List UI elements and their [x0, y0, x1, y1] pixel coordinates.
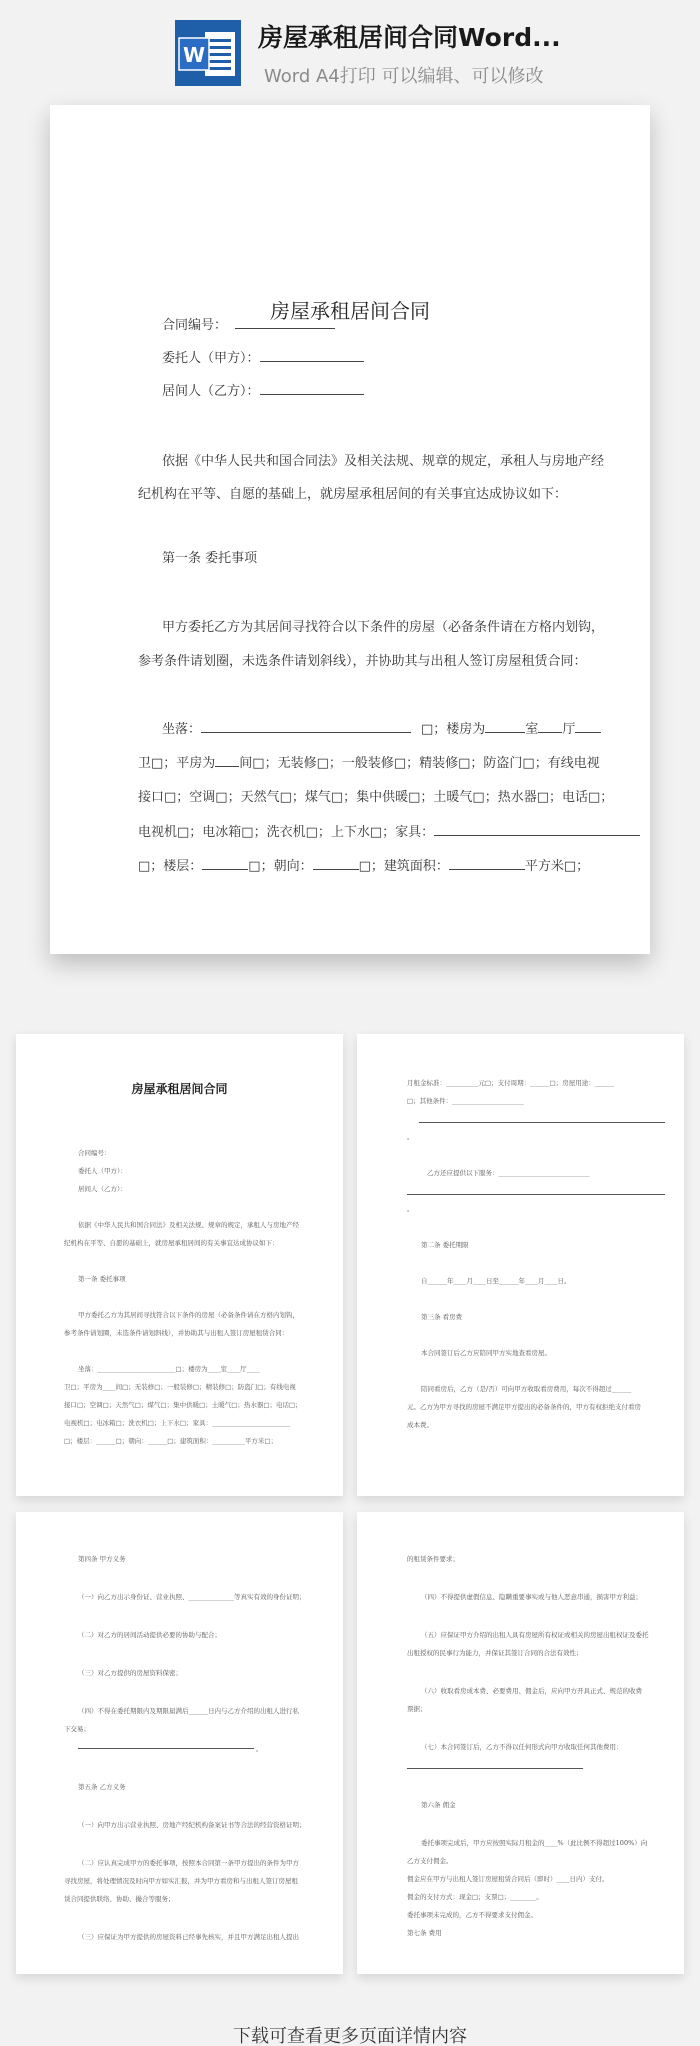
- thumb3-line: 下交易；: [64, 1725, 90, 1733]
- thumb4-line: 第六条 佣金: [421, 1801, 456, 1809]
- contract-title: 房屋承租居间合同: [270, 299, 430, 323]
- thumb4-line: 票据；: [407, 1705, 427, 1713]
- thumb2-line: □；其他条件：______________________: [407, 1097, 524, 1105]
- thumb2-line: 月租金标准：__________元□；支付周期：______□；房屋用途：______: [407, 1079, 615, 1087]
- thumb2-line: 第三条 看房费: [421, 1313, 463, 1321]
- thumb4-line: （六）收取看房成本费、必要费用、佣金后，应向甲方开具正式、规范的收费: [421, 1687, 642, 1695]
- thumb2-rule: [419, 1122, 665, 1123]
- thumb1-line: 卫□；平房为____间□；无装修□；一般装修□；精装修□；防盗门□；有线电视: [64, 1383, 296, 1391]
- svg-text:W: W: [182, 43, 206, 67]
- article1-heading: 第一条 委托事项: [162, 551, 258, 566]
- thumb1-line: 合同编号：: [78, 1149, 111, 1157]
- thumb1-line: 坐落：________________________□；楼房为____室____厅____: [78, 1365, 260, 1373]
- thumb1-line: 参考条件请划圈，未选条件请划斜线），并协助其与出租人签订房屋租赁合同：: [64, 1329, 289, 1337]
- thumb4-line: 出租授权的民事行为能力，并保证其签订合同的合法有效性；: [407, 1649, 583, 1657]
- thumbnail-page-3: [16, 1512, 343, 1974]
- thumb2-line: 元。乙方为甲方寻找的房屋不满足甲方提出的必备条件的，甲方有权拒绝支付看房: [407, 1403, 641, 1411]
- condition-line4: 电视机□；电冰箱□；洗衣机□；上下水□；家具：: [138, 821, 640, 840]
- para2-line2: 参考条件请划圈，未选条件请划斜线），并协助其与出租人签订房屋租赁合同：: [138, 654, 587, 669]
- thumb4-line: （七）本合同签订后，乙方不得以任何形式向甲方收取任何其他费用：: [421, 1743, 623, 1751]
- document-title: 房屋承租居间合同Word...: [258, 23, 561, 52]
- thumb2-line: 成本费。: [407, 1421, 433, 1429]
- thumb2-line: 陪同看房后，乙方（是/否）可向甲方收取看房费用，每次不得超过______: [421, 1385, 632, 1393]
- thumb4-line: （四）不得提供虚假信息、隐瞒重要事实或与他人恶意串通，损害甲方利益；: [421, 1593, 642, 1601]
- thumb2-line: 第二条 委托期限: [421, 1241, 469, 1249]
- thumb1-title: 房屋承租居间合同: [131, 1082, 228, 1096]
- thumb2-rule: [407, 1194, 665, 1195]
- thumb3-line: 第五条 乙方义务: [78, 1783, 126, 1791]
- thumb3-line: （一）向乙方出示身份证、营业执照、______________等真实有效的身份证明；: [78, 1593, 306, 1601]
- thumbnail-page-4: [357, 1512, 684, 1974]
- thumb2-line: 。: [407, 1133, 414, 1141]
- agent-line: 居间人（乙方）：: [162, 380, 364, 399]
- header: [0, 0, 700, 96]
- thumbnail-page-2: [357, 1034, 684, 1496]
- download-more-link[interactable]: 下载可查看更多页面详情内容: [233, 2026, 467, 2046]
- thumb3-line: 寻找房屋，将处理情况及时向甲方如实汇报，并为甲方看房和与出租人签订房屋租: [64, 1877, 298, 1885]
- thumb4-line: 乙方支付佣金。: [407, 1857, 453, 1865]
- thumb1-line: 电视机□；电冰箱□；洗衣机□；上下水□；家具：________________________: [64, 1419, 291, 1427]
- thumb4-line: 委托事项未完成的，乙方不得要求支付佣金。: [407, 1911, 537, 1919]
- thumbnail-page-1: [16, 1034, 343, 1496]
- thumb3-line: 赁合同提供联络、协助、撮合等服务；: [64, 1895, 175, 1903]
- thumb1-line: 第一条 委托事项: [78, 1275, 126, 1283]
- thumb4-line: 的租赁条件要求；: [407, 1555, 459, 1563]
- thumb1-line: □；楼层：______□；朝向：______□；建筑面积：__________平方米□；: [64, 1437, 278, 1445]
- thumb4-line: 第七条 费用: [407, 1929, 442, 1937]
- thumb1-line: 甲方委托乙方为其居间寻找符合以下条件的房屋（必备条件请在方格内划钩，: [78, 1311, 299, 1319]
- thumb1-line: 依据《中华人民共和国合同法》及相关法规、规章的规定，承租人与房地产经: [78, 1221, 299, 1229]
- main-page-preview: [50, 105, 650, 954]
- thumb4-rule: [407, 1768, 583, 1769]
- thumb1-line: 纪机构在平等、自愿的基础上，就房屋承租居间的有关事宜达成协议如下：: [64, 1239, 279, 1247]
- condition-line1: 坐落： □；楼房为 室 厅: [162, 718, 601, 737]
- thumb1-line: 居间人（乙方）：: [78, 1185, 127, 1193]
- condition-line2: 卫□；平房为 间□；无装修□；一般装修□；精装修□；防盗门□；有线电视: [138, 756, 600, 771]
- thumb2-line: 乙方还应提供以下服务：____________________________: [427, 1169, 590, 1177]
- thumb2-line: 本合同签订后乙方应陪同甲方实地查看房屋。: [421, 1349, 551, 1357]
- thumb3-line: （二）对乙方的居间活动提供必要的协助与配合；: [78, 1631, 221, 1639]
- thumb4-line: 佣金应在甲方与出租人签订房屋租赁合同后（即时）____日内）支付。: [407, 1875, 609, 1883]
- condition-line5: □；楼层： □；朝向： □；建筑面积： 平方米□；: [138, 859, 590, 874]
- thumb4-line: 委托事项完成后，甲方应按照实际月租金的____%（此比例不得超过100%）向: [421, 1839, 648, 1847]
- thumb3-line: （一）向甲方出示营业执照、房地产经纪机构备案证书等合法的经营资格证明；: [78, 1821, 306, 1829]
- document-subtitle: Word A4打印 可以编辑、可以修改: [264, 66, 544, 87]
- para2-line1: 甲方委托乙方为其居间寻找符合以下条件的房屋（必备条件请在方格内划钩，: [162, 620, 605, 635]
- para1-line1: 依据《中华人民共和国合同法》及相关法规、规章的规定，承租人与房地产经: [162, 454, 605, 469]
- condition-line3: 接口□；空调□；天然气□；煤气□；集中供暖□；土暖气□；热水器□；电话□；: [138, 790, 614, 805]
- thumb3-line: （三）应保证为甲方提供的房屋资料已经事先核实，并且甲方满足出租人提出: [78, 1933, 299, 1941]
- thumb3-line: （三）对乙方提供的房屋资料保密；: [78, 1669, 182, 1677]
- word-doc-icon: [175, 20, 241, 86]
- thumb3-rule: [78, 1748, 254, 1749]
- thumb2-line: 自______年____月____日至______年____月____日。: [421, 1277, 571, 1285]
- thumb4-line: （五）应保证甲方介绍的出租人具有房屋所有权证或相关的房屋出租权证及委托: [421, 1631, 649, 1639]
- thumb3-line: 第四条 甲方义务: [78, 1555, 126, 1563]
- thumb2-line: 。: [407, 1205, 414, 1213]
- thumb3-line: 。: [256, 1745, 263, 1753]
- para1-line2: 纪机构在平等、自愿的基础上，就房屋承租居间的有关事宜达成协议如下：: [138, 487, 568, 502]
- thumb3-line: （四）不得在委托期限内及期限届满后______日内与乙方介绍的出租人进行私: [78, 1707, 299, 1715]
- thumb1-line: 接口□；空调□；天然气□；煤气□；集中供暖□；土暖气□；热水器□；电话□；: [64, 1401, 302, 1409]
- client-line: 委托人（甲方）：: [162, 347, 364, 366]
- thumb1-line: 委托人（甲方）：: [78, 1167, 127, 1175]
- contract-no-line: 合同编号：: [162, 314, 335, 333]
- thumb4-line: 佣金的支付方式：现金□；支票□；________。: [407, 1893, 543, 1901]
- thumb3-line: （二）应认真完成甲方的委托事项，按照本合同第一条甲方提出的条件为甲方: [78, 1859, 299, 1867]
